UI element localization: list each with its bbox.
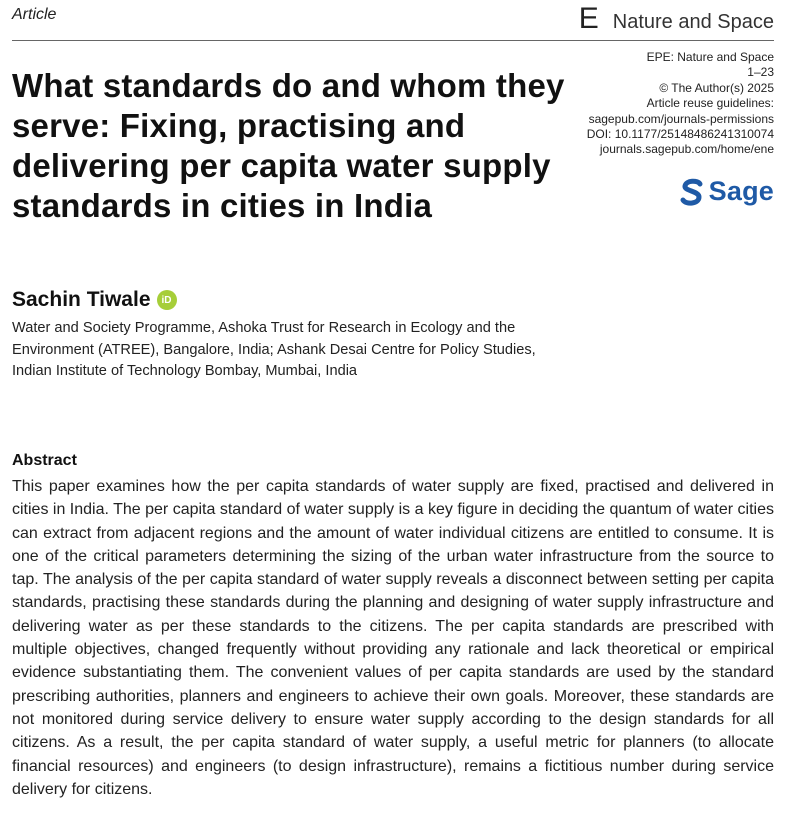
sage-s-icon bbox=[679, 177, 705, 207]
reuse-guidelines-label: Article reuse guidelines: bbox=[646, 96, 774, 111]
page-range: 1–23 bbox=[747, 65, 774, 80]
author-line bbox=[12, 288, 177, 312]
copyright: © The Author(s) 2025 bbox=[659, 80, 774, 95]
orcid-icon[interactable]: iD bbox=[157, 290, 177, 310]
journal-branding bbox=[579, 2, 774, 36]
author-name: Sachin Tiwale bbox=[12, 288, 151, 311]
journal-letter-logo: E bbox=[578, 2, 599, 35]
publisher-name: Sage bbox=[708, 176, 774, 206]
reuse-guidelines-link[interactable]: sagepub.com/journals-permissions bbox=[588, 111, 774, 126]
abstract-text: This paper examines how the per capita standards of water supply are fixed, practised and delivered in cities in India. The per capita standard of water supply is a key figure in deciding the quantum of water cities can extract from adjacent regions and the amount of water individual citizens are entitled to consume. It is one of the critical parameters determining the sizing of the urban water infrastructure from the source to tap. The analysis of the per capita standard of water supply reveals a disconnect between setting per capita standards, practising these standards during the planning and designing of water supply infrastructure and delivering water as per these standards to the citizens. The per capita standards are prescribed with multiple objectives, changed frequently without providing any rationale and lack theoretical or empirical evidence substantiating them. The convenient values of per capita standards are used by the standard prescribing authorities, planners and engineers to achieve their own goals. Moreover, these standards are not monitored during service delivery to ensure water supply according to the design standards for all citizens. As a result, the per capita standard of water supply, a useful metric for planners (to allocate financial resources) and engineers (to design infrastructure), remains a fictitious number during service delivery for citizens. bbox=[12, 478, 774, 798]
journal-url[interactable]: journals.sagepub.com/home/ene bbox=[599, 142, 774, 157]
author-affiliation: Water and Society Programme, Ashoka Trust for Research in Ecology and the Environment (ATREE), Bangalore, India; Ashank Desai Centre for Policy Studies, Indian Institute of Technology Bombay, Mumbai, India bbox=[12, 320, 536, 379]
article-metadata bbox=[514, 50, 774, 158]
publisher-logo bbox=[679, 176, 774, 207]
abstract-heading: Abstract bbox=[12, 452, 77, 469]
header-divider bbox=[12, 40, 774, 41]
journal-name: Nature and Space bbox=[612, 11, 774, 33]
doi[interactable]: DOI: 10.1177/25148486241310074 bbox=[586, 127, 774, 142]
article-title: What standards do and whom they serve: Fixing, practising and delivering per capita water supply standards in cities in India bbox=[12, 67, 565, 224]
article-type: Article bbox=[12, 6, 57, 23]
journal-citation: EPE: Nature and Space bbox=[646, 50, 774, 64]
